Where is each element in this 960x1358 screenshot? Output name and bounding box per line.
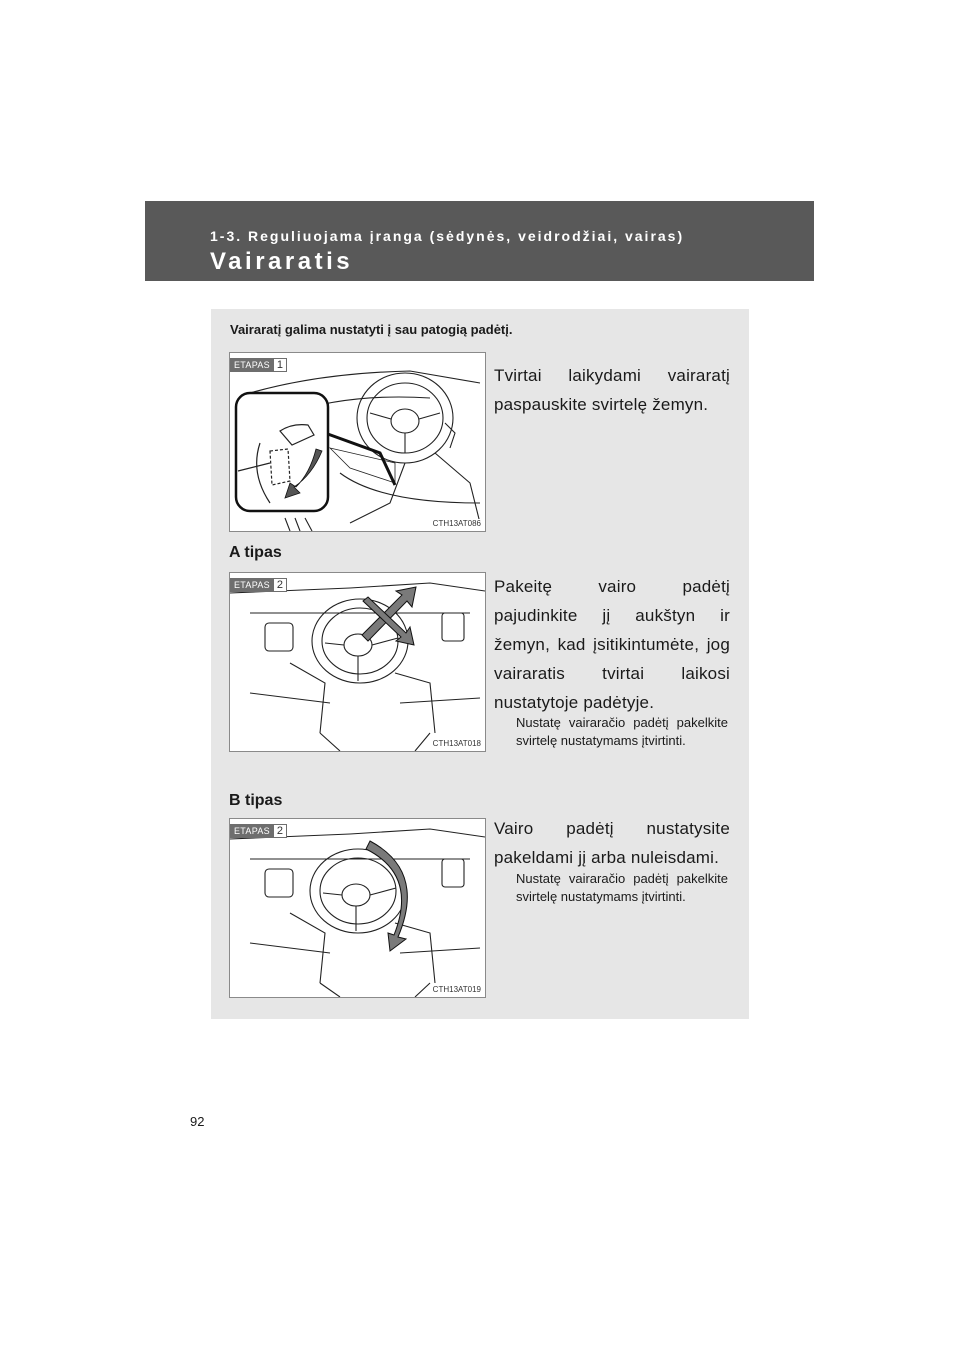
page-number: 92: [190, 1114, 205, 1129]
figure-code: CTH13AT086: [432, 519, 481, 528]
type-a-text: Pakeitę vairo padėtį pajudinkite jį aukštyn ir žemyn, kad įsitikintumėte, jog vairaratis tvirtai laikosi nustatytoje padėtyje.: [494, 577, 730, 712]
type-b-heading: B tipas: [229, 792, 283, 809]
type-a-note: Nustatę vairaračio padėtį pakelkite svirtelę nustatymams įtvirtinti.: [516, 715, 728, 748]
figure-code: CTH13AT018: [432, 739, 481, 748]
etapas-label: ETAPAS: [230, 824, 273, 838]
step-number: 1: [273, 358, 287, 372]
figure-code: CTH13AT019: [432, 985, 481, 994]
type-b-note: Nustatę vairaračio padėtį pakelkite svirtelę nustatymams įtvirtinti.: [516, 871, 728, 904]
etapas-badge: [230, 578, 287, 592]
page-title: Vairaratis: [210, 248, 354, 275]
etapas-label: ETAPAS: [230, 578, 273, 592]
figure-type-b: [229, 818, 486, 998]
section-header: [145, 201, 814, 281]
step-1-text: Tvirtai laikydami vairaratį paspauskite svirtelę žemyn.: [494, 366, 730, 414]
etapas-label: ETAPAS: [230, 358, 273, 372]
steering-lever-illustration: [230, 353, 485, 531]
section-title: 1-3. Reguliuojama įranga (sėdynės, veidrodžiai, vairas): [210, 228, 685, 244]
steering-tilt-illustration: [230, 573, 485, 751]
step-number: 2: [273, 824, 287, 838]
intro-text: Vairaratį galima nustatyti į sau patogią padėtį.: [230, 322, 513, 337]
type-a-heading: A tipas: [229, 544, 282, 561]
type-b-text: Vairo padėtį nustatysite pakeldami jį arba nuleisdami.: [494, 819, 730, 867]
figure-step-1: [229, 352, 486, 532]
etapas-badge: [230, 824, 287, 838]
figure-type-a: [229, 572, 486, 752]
steering-height-illustration: [230, 819, 485, 997]
step-number: 2: [273, 578, 287, 592]
etapas-badge: [230, 358, 287, 372]
